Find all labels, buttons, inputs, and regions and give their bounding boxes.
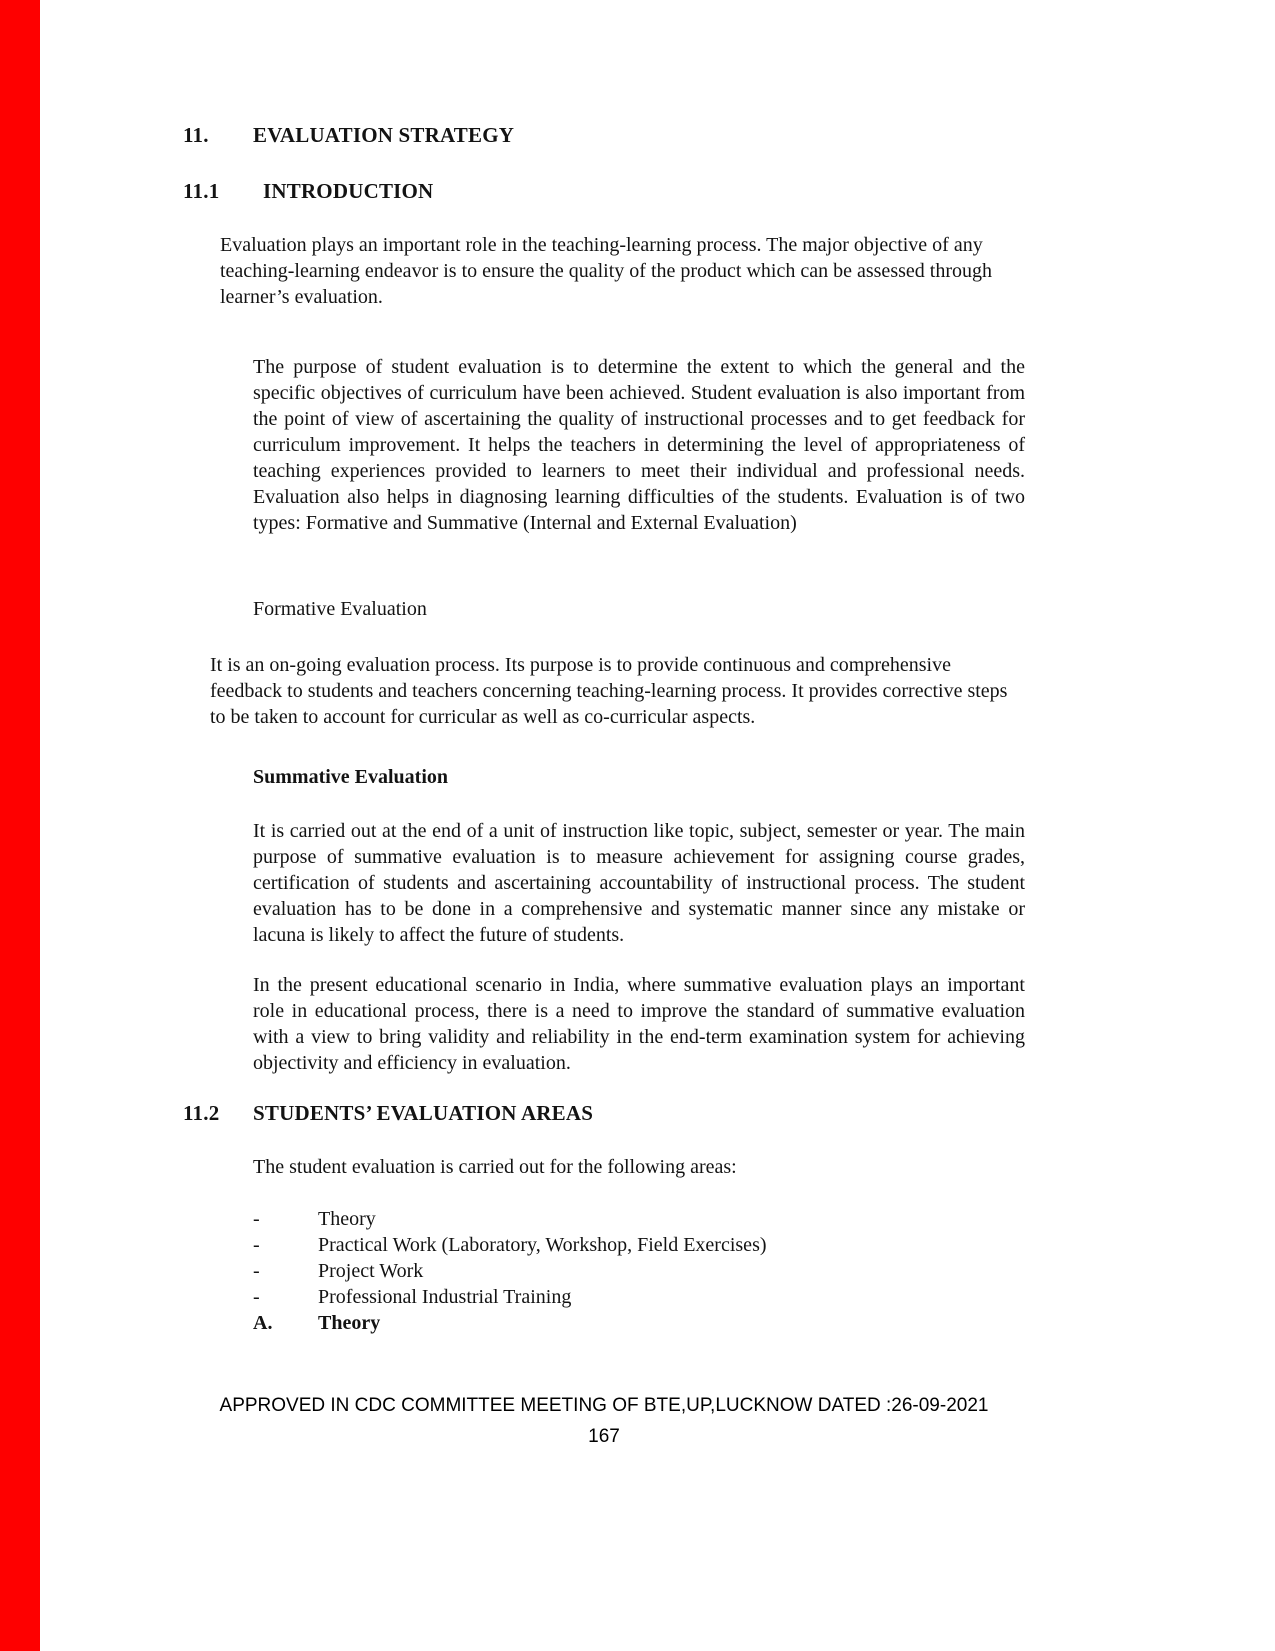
list-item-label: Practical Work (Laboratory, Workshop, Field Exercises) bbox=[318, 1234, 767, 1256]
paragraph-evaluation-areas-intro: The student evaluation is carried out for the following areas: bbox=[253, 1156, 737, 1178]
subsection-title: INTRODUCTION bbox=[263, 179, 434, 203]
subsection-number: 11.1 bbox=[183, 179, 220, 203]
paragraph-educational-scenario: In the present educational scenario in India, where summative evaluation plays an important role in educational process, there is a need to improve the standard of summative evaluation with a view to bring validity and reliability in the end-term examination system for achieving objectivity and efficiency in evaluation. bbox=[253, 974, 1025, 1074]
list-item bbox=[253, 1284, 1025, 1310]
list-item-a-theory bbox=[253, 1310, 1025, 1336]
formative-evaluation-heading: Formative Evaluation bbox=[253, 598, 427, 620]
list-item bbox=[253, 1232, 1025, 1258]
subsection-heading-introduction bbox=[183, 178, 1025, 204]
section-number: 11. bbox=[183, 123, 209, 147]
paragraph-purpose-of-evaluation: The purpose of student evaluation is to determine the extent to which the general and the specific objectives of curriculum have been achieved. Student evaluation is also important from the point of view of ascertaining the quality of instructional processes and to get feedback for curriculum improvement. It helps the teachers in determining the level of appropriateness of teaching experiences provided to learners to meet their individual and professional needs. Evaluation also helps in diagnosing learning difficulties of the students. Evaluation is of two types: Formative and Summative (Internal and External Evaluation) bbox=[253, 356, 1025, 534]
summative-evaluation-heading: Summative Evaluation bbox=[253, 766, 449, 788]
item-a-label: A. bbox=[253, 1312, 273, 1334]
list-item-label: Professional Industrial Training bbox=[318, 1286, 572, 1308]
list-item bbox=[253, 1206, 1025, 1232]
list-item-dash: - bbox=[253, 1260, 260, 1282]
section-title: EVALUATION STRATEGY bbox=[253, 123, 515, 147]
list-item-label: Theory bbox=[318, 1208, 376, 1230]
item-a-text: Theory bbox=[318, 1312, 381, 1334]
evaluation-areas-list bbox=[253, 1206, 1025, 1310]
list-item-dash: - bbox=[253, 1208, 260, 1230]
approval-footer: APPROVED IN CDC COMMITTEE MEETING OF BTE,UP,LUCKNOW DATED :26-09-2021 bbox=[219, 1395, 989, 1416]
list-item-label: Project Work bbox=[318, 1260, 424, 1282]
section-heading-evaluation-strategy bbox=[183, 122, 1025, 148]
page-number: 167 bbox=[588, 1426, 620, 1447]
list-item-dash: - bbox=[253, 1286, 260, 1308]
paragraph-evaluation-role: Evaluation plays an important role in the teaching-learning process. The major objective of any teaching-learning endeavor is to ensure the quality of the product which can be assessed through learner’s evaluation. bbox=[220, 234, 992, 308]
list-item bbox=[253, 1258, 1025, 1284]
subsection-heading-evaluation-areas bbox=[183, 1100, 1025, 1126]
paragraph-formative-description: It is an on-going evaluation process. Its purpose is to provide continuous and comprehensive feedback to students and teachers concerning teaching-learning process. It provides corrective steps to be taken to account for curricular as well as co-curricular aspects. bbox=[210, 654, 1008, 728]
list-item-dash: - bbox=[253, 1234, 260, 1256]
subsection-title: STUDENTS’ EVALUATION AREAS bbox=[253, 1101, 594, 1125]
paragraph-summative-description: It is carried out at the end of a unit of instruction like topic, subject, semester or year. The main purpose of summative evaluation is to measure achievement for assigning course grades, certification of students and ascertaining accountability of instructional process. The student evaluation has to be done in a comprehensive and systematic manner since any mistake or lacuna is likely to affect the future of students. bbox=[253, 820, 1025, 946]
subsection-number: 11.2 bbox=[183, 1101, 220, 1125]
